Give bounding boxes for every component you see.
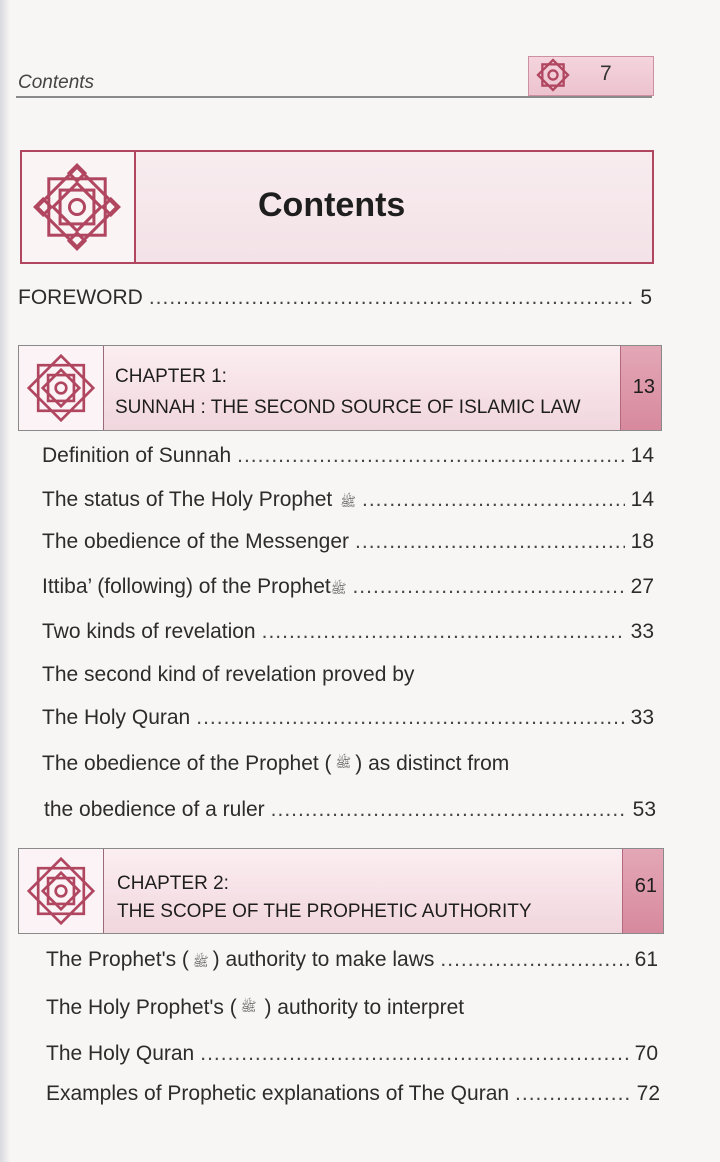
toc-entry-page: 14 (630, 444, 654, 467)
chapter-title: SUNNAH : THE SECOND SOURCE OF ISLAMIC LAW (115, 397, 581, 418)
toc-entry-text: The Holy Quran (46, 1042, 195, 1065)
toc-entry-page: 27 (630, 575, 654, 598)
salutation-glyph-icon: ﷺ (240, 998, 257, 1014)
toc-entry-page: 70 (634, 1042, 658, 1065)
toc-entry-page: 33 (630, 620, 654, 643)
page-number: 7 (600, 62, 612, 85)
toc-entry[interactable] (46, 948, 658, 973)
toc-entry[interactable] (46, 1042, 658, 1066)
star-ornament-icon (19, 346, 104, 430)
toc-entry-text: Two kinds of revelation (42, 620, 256, 643)
chapter-label: CHAPTER 2: (117, 873, 229, 894)
toc-entry-text: The Prophet's ( (46, 948, 189, 971)
toc-entry-page: 53 (632, 798, 656, 821)
dot-leader (515, 1082, 631, 1106)
salutation-glyph-icon: ﷺ (335, 754, 352, 770)
star-ornament-icon (22, 152, 136, 262)
dot-leader (271, 798, 627, 822)
toc-entry[interactable] (42, 444, 654, 468)
dot-leader (352, 575, 624, 599)
star-ornament-icon (534, 56, 572, 94)
contents-title-box (20, 150, 654, 264)
chapter-2-box[interactable] (18, 848, 664, 934)
toc-entry-text: ) authority to interpret (264, 996, 465, 1019)
toc-entry-page: 14 (630, 488, 654, 511)
toc-entry-page: 18 (630, 530, 654, 553)
star-ornament-icon (19, 849, 104, 933)
dot-leader (237, 444, 625, 468)
dot-leader (355, 530, 625, 554)
running-header-title: Contents (18, 72, 95, 93)
toc-entry-text: The obedience of the Prophet ( (42, 752, 332, 775)
salutation-glyph-icon: ﷺ (340, 494, 356, 509)
toc-entry-page: 5 (640, 286, 652, 309)
salutation-glyph-icon: ﷺ (330, 581, 347, 596)
toc-entry-text: ) authority to make laws (212, 948, 435, 971)
dot-leader (440, 948, 628, 972)
toc-entry[interactable] (42, 706, 654, 730)
toc-entry-text-line (42, 752, 509, 776)
toc-entry-text: Examples of Prophetic explanations of The Quran (46, 1082, 510, 1105)
toc-entry-page: 72 (636, 1082, 660, 1105)
toc-entry-text: the obedience of a ruler (44, 798, 265, 821)
toc-entry[interactable] (44, 798, 656, 822)
salutation-glyph-icon: ﷺ (192, 954, 209, 969)
chapter-page: 61 (634, 875, 657, 897)
toc-entry-text: Ittiba’ (following) of the Prophet (42, 575, 331, 598)
toc-entry[interactable] (42, 620, 654, 644)
toc-entry-text: The Holy Prophet's ( (46, 996, 237, 1019)
dot-leader (149, 286, 634, 310)
toc-entry-text: The obedience of the Messenger (42, 530, 350, 553)
header-rule (16, 96, 652, 98)
chapter-page: 13 (632, 376, 655, 398)
toc-entry-text: The second kind of revelation proved by (42, 663, 415, 686)
toc-entry-text: The status of The Holy Prophet (42, 488, 333, 511)
toc-entry-page: 33 (630, 706, 654, 729)
dot-leader (262, 620, 625, 644)
toc-entry[interactable] (42, 488, 654, 513)
chapter-label: CHAPTER 1: (115, 366, 227, 387)
toc-entry-page: 61 (634, 948, 658, 971)
toc-entry-text-line (46, 996, 464, 1020)
page-title: Contents (258, 186, 406, 224)
toc-entry-text: The Holy Quran (42, 706, 191, 729)
toc-entry[interactable] (42, 530, 654, 554)
dot-leader (196, 706, 624, 730)
dot-leader (200, 1042, 628, 1066)
toc-entry[interactable] (42, 575, 654, 600)
chapter-title: THE SCOPE OF THE PROPHETIC AUTHORITY (117, 901, 532, 922)
toc-entry-text: ) as distinct from (355, 752, 510, 775)
dot-leader (362, 488, 625, 512)
toc-entry[interactable] (46, 1082, 660, 1106)
toc-entry-foreword[interactable] (18, 286, 652, 310)
page-edge (0, 0, 10, 1162)
chapter-1-box[interactable] (18, 345, 662, 431)
toc-entry-text: Definition of Sunnah (42, 444, 232, 467)
toc-entry-text: FOREWORD (18, 286, 143, 309)
